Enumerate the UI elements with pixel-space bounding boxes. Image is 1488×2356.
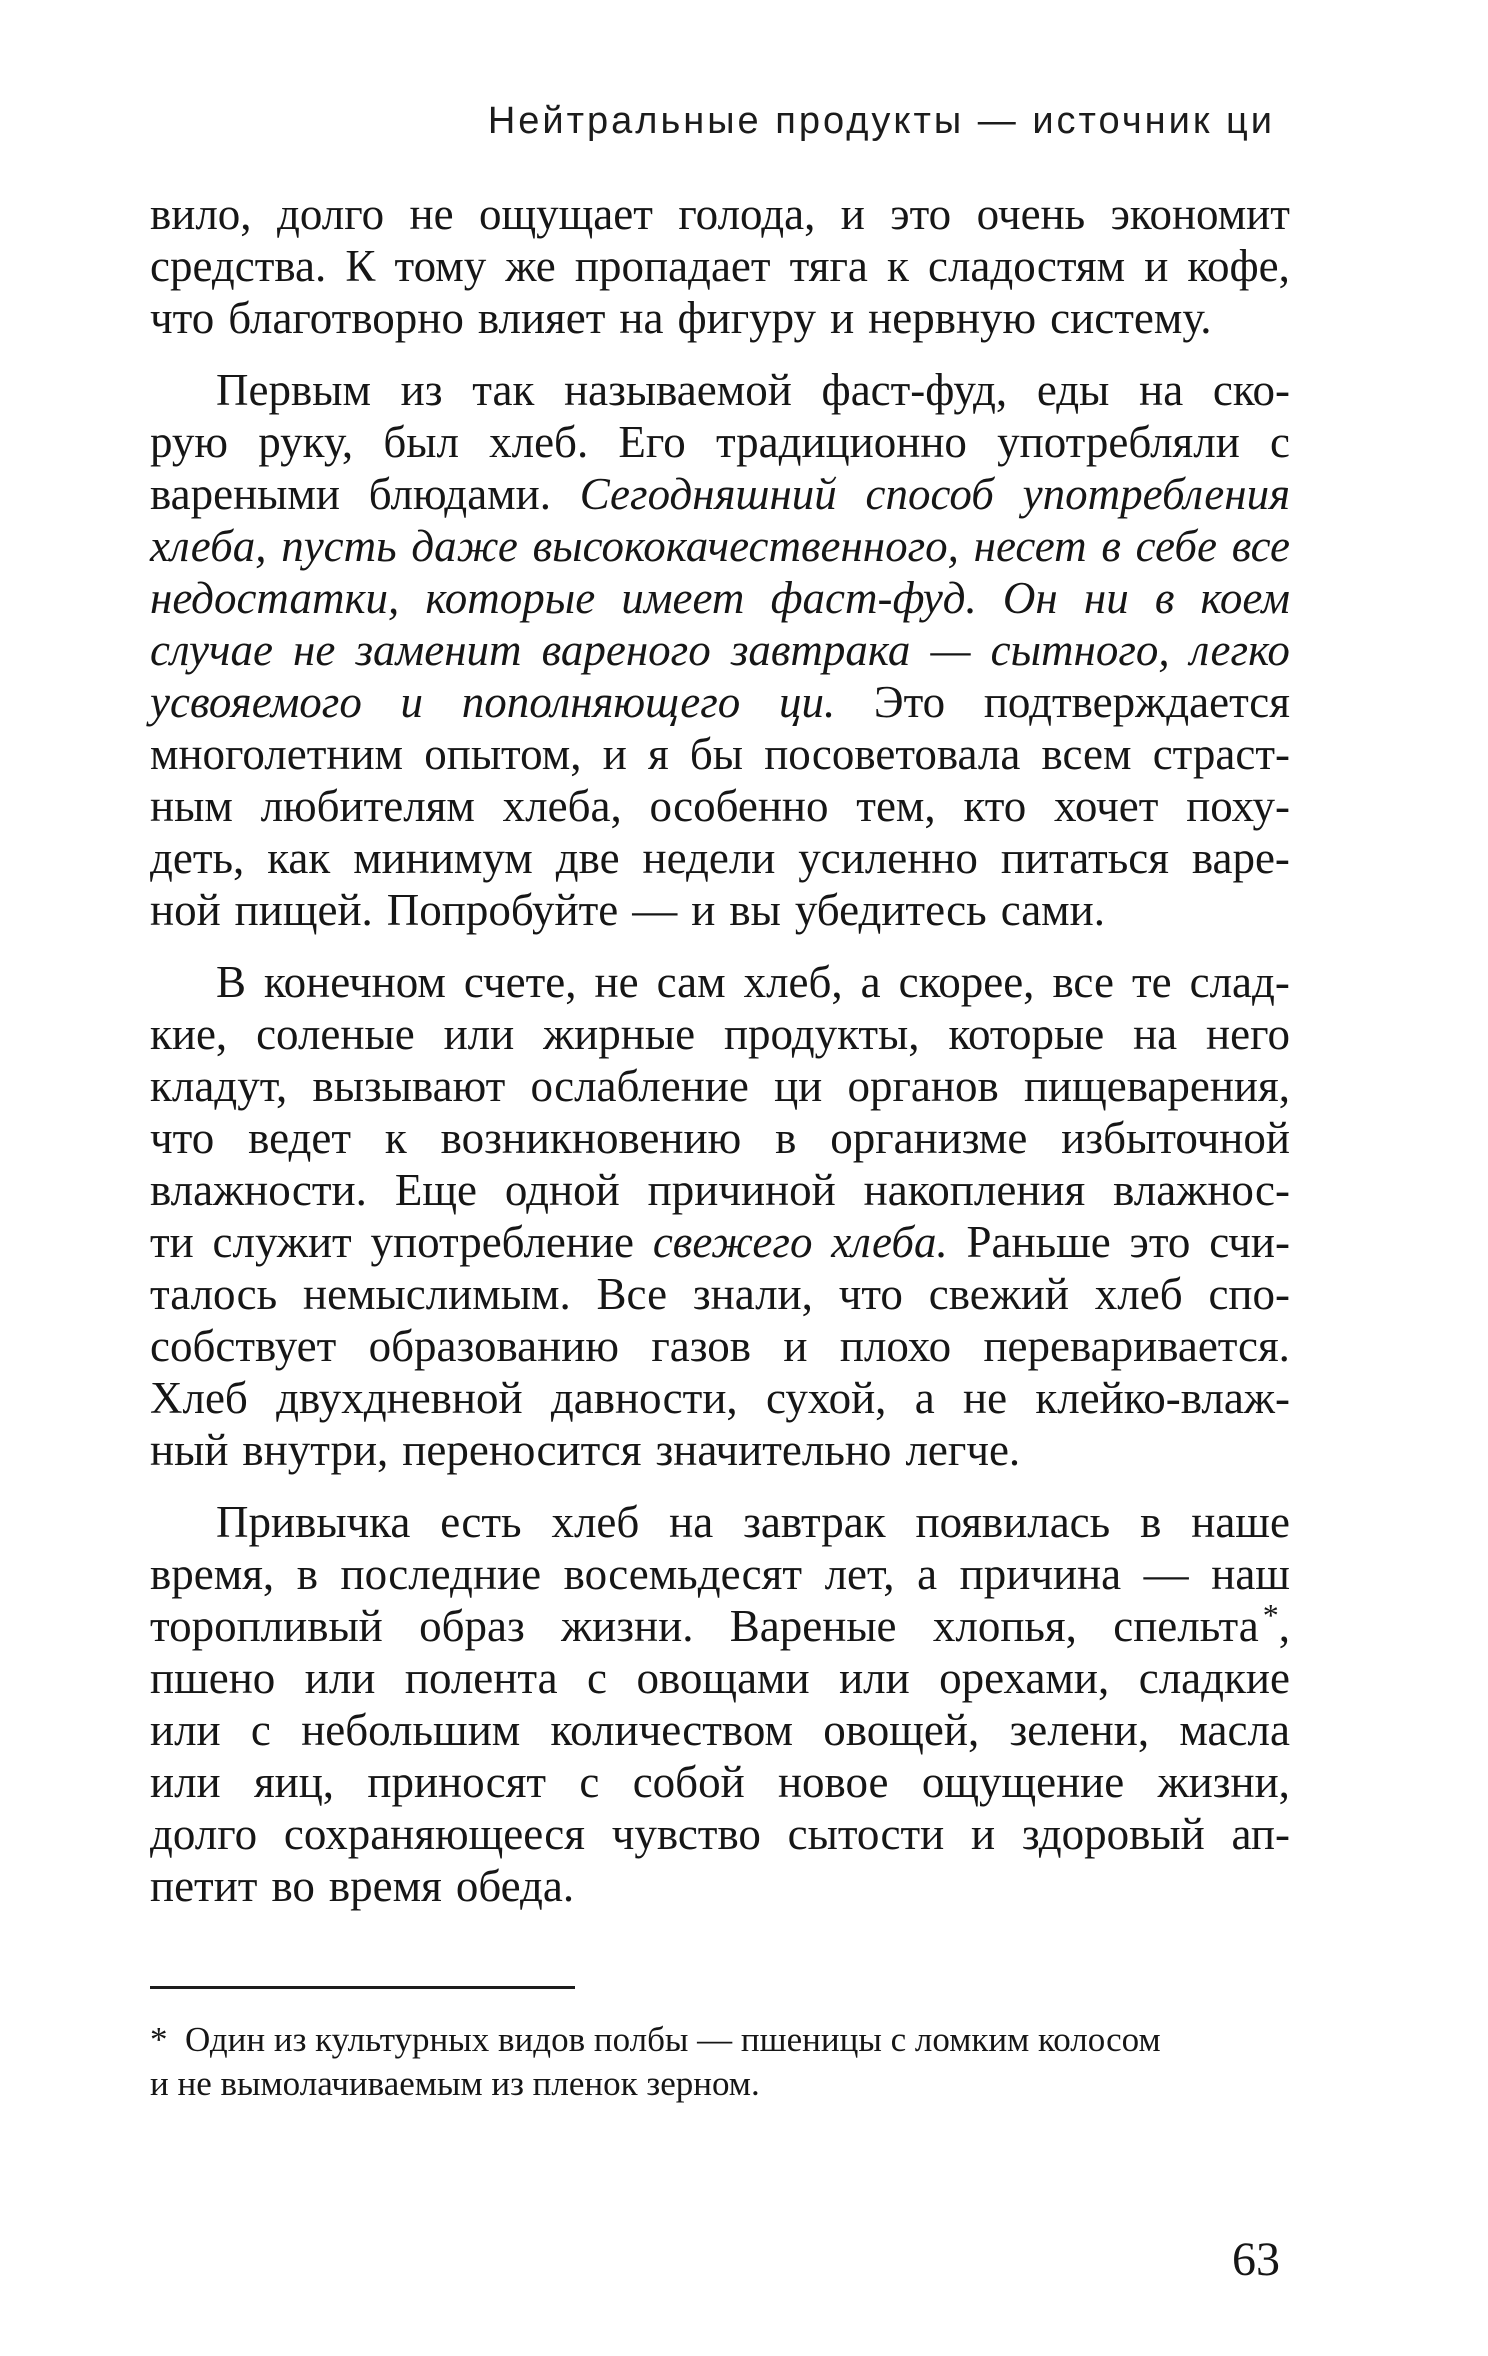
word: несет: [973, 521, 1087, 571]
word: убедитесь: [794, 885, 987, 935]
footnote-divider: [150, 1986, 575, 1989]
text-line: [150, 1860, 1290, 1912]
word: орехами,: [939, 1653, 1110, 1703]
text-line: [150, 1496, 1290, 1548]
word: на: [1139, 365, 1184, 415]
text-line: [150, 1548, 1290, 1600]
word: Все: [596, 1269, 668, 1319]
word: и: [691, 885, 716, 935]
word: или: [304, 1653, 376, 1703]
word: так: [472, 365, 535, 415]
text-line: [150, 1216, 1290, 1268]
footnote-line: и не вымолачиваемым из пленок зерном.: [150, 2064, 760, 2103]
paragraph-gap: [150, 936, 1290, 956]
word: овощей,: [823, 1705, 980, 1755]
word: в: [1140, 1497, 1162, 1547]
word: сытости: [787, 1809, 945, 1859]
word: способ: [865, 469, 994, 519]
word: недостатки,: [150, 573, 400, 623]
word: или: [443, 1009, 515, 1059]
word: хлеб,: [743, 957, 843, 1007]
word: все: [1231, 521, 1290, 571]
word: кладут,: [150, 1061, 288, 1111]
word: на: [1133, 1009, 1178, 1059]
word: хлопья,: [932, 1601, 1077, 1651]
word: ап-: [1231, 1809, 1290, 1859]
word: варе-: [1191, 833, 1290, 883]
word: Привычка: [216, 1497, 411, 1547]
word: полента: [404, 1653, 558, 1703]
word: вило,: [150, 189, 252, 239]
word: хлеб: [551, 1497, 640, 1547]
word: образованию: [368, 1321, 619, 1371]
running-header: Нейтральные продукты — источник ци: [487, 100, 1275, 142]
word: или: [839, 1653, 910, 1703]
text-line: [150, 1424, 1290, 1476]
word: систему.: [1050, 293, 1212, 343]
word: руку,: [258, 417, 354, 467]
text-line: [150, 1112, 1290, 1164]
word: хлеба,: [150, 521, 267, 571]
word: образ: [419, 1601, 525, 1651]
word: свежего: [652, 1217, 813, 1267]
word: это: [890, 189, 952, 239]
word: —: [930, 625, 971, 675]
word: собой: [632, 1757, 745, 1807]
word: не: [962, 1373, 1008, 1423]
text-line: [150, 728, 1290, 780]
paragraph: [150, 956, 1290, 1476]
word: вызывают: [312, 1061, 506, 1111]
text-line: [150, 1808, 1290, 1860]
word: с: [579, 1757, 600, 1807]
word: Хлеб: [150, 1373, 248, 1423]
word: клейко-влаж-: [1035, 1373, 1290, 1423]
text-line: [150, 624, 1290, 676]
word: время,: [150, 1549, 275, 1599]
word: влияет: [477, 293, 606, 343]
text-line: [150, 1164, 1290, 1216]
word: причина: [959, 1549, 1122, 1599]
word: Это: [873, 677, 946, 727]
word: двухдневной: [276, 1373, 523, 1423]
footnote-text-1: Один из культурных видов полбы — пшеницы с ломким колосом: [185, 2020, 1161, 2059]
word: влажнос-: [1113, 1165, 1290, 1215]
word: голода,: [678, 189, 816, 239]
word: чувство: [611, 1809, 761, 1859]
word: приносят: [367, 1757, 547, 1807]
word: Он: [1002, 573, 1058, 623]
word: имеет: [621, 573, 745, 623]
word: блюдами.: [368, 469, 551, 519]
word: завтрака: [730, 625, 911, 675]
word: деть,: [150, 833, 245, 883]
word: ощущает: [478, 189, 653, 239]
word: в: [775, 1113, 797, 1163]
word: счи-: [1209, 1217, 1290, 1267]
word: к: [886, 241, 909, 291]
word: а: [860, 957, 881, 1007]
word: жизни.: [561, 1601, 694, 1651]
text-line: [150, 1268, 1290, 1320]
word: средства.: [150, 241, 327, 291]
word: Вареные: [729, 1601, 897, 1651]
word: хлеб: [1094, 1269, 1183, 1319]
word: обеда.: [455, 1861, 575, 1911]
text-line: [150, 1060, 1290, 1112]
text-line: [150, 292, 1290, 344]
word: знали,: [692, 1269, 813, 1319]
word: легко: [1189, 625, 1290, 675]
word: и: [971, 1809, 996, 1859]
word: очень: [976, 189, 1086, 239]
text-line: [150, 1756, 1290, 1808]
word: яиц,: [253, 1757, 335, 1807]
word: восемьдесят: [563, 1549, 803, 1599]
word: —: [1143, 1549, 1189, 1599]
paragraph: [150, 1496, 1290, 1912]
word: в: [1101, 521, 1121, 571]
word: хлеба,: [502, 781, 622, 831]
word: сладкие: [1138, 1653, 1290, 1703]
word: усвояемого: [150, 677, 362, 727]
word: а: [917, 1549, 938, 1599]
word: Еще: [394, 1165, 477, 1215]
word: спо-: [1208, 1269, 1290, 1319]
text-line: [150, 1372, 1290, 1424]
word: две: [555, 833, 620, 883]
word: недели: [642, 833, 776, 883]
text-line: [150, 364, 1290, 416]
word: и: [783, 1321, 808, 1371]
word: зелени,: [1009, 1705, 1150, 1755]
word: жизни,: [1157, 1757, 1290, 1807]
word: хочет: [1054, 781, 1159, 831]
word: случае: [150, 625, 273, 675]
word: особенно: [649, 781, 829, 831]
paragraph: [150, 364, 1290, 936]
word: опытом,: [424, 729, 582, 779]
word: избыточной: [1061, 1113, 1290, 1163]
word: время: [328, 1861, 442, 1911]
word: кие,: [150, 1009, 228, 1059]
word: не: [594, 957, 639, 1007]
page-number: 63: [1232, 2233, 1280, 2286]
word: соленые: [256, 1009, 415, 1059]
word: здоровый: [1021, 1809, 1205, 1859]
word: последние: [340, 1549, 542, 1599]
word: страст-: [1152, 729, 1290, 779]
word: вы: [729, 885, 781, 935]
word: конечном: [264, 957, 446, 1007]
word: новое: [777, 1757, 889, 1807]
word: завтрак: [743, 1497, 886, 1547]
word: пшено: [150, 1653, 276, 1703]
word: не: [409, 189, 454, 239]
word: питаться: [1000, 833, 1169, 883]
word: [1113, 1597, 1290, 1652]
word: пропадает: [574, 241, 771, 291]
text-line: [150, 1320, 1290, 1372]
text-line: [150, 676, 1290, 728]
word: долго: [276, 189, 385, 239]
word: из: [400, 365, 443, 415]
text-line: [150, 1652, 1290, 1704]
word: тяга: [789, 241, 868, 291]
word: легче.: [905, 1425, 1021, 1475]
word: сытного,: [990, 625, 1170, 675]
word: него: [1206, 1009, 1290, 1059]
text-line: [150, 1008, 1290, 1060]
word: и: [602, 729, 627, 779]
word: всем: [1041, 729, 1132, 779]
word: употребляли: [997, 417, 1240, 467]
word: жирные: [543, 1009, 696, 1059]
word: с: [1270, 417, 1290, 467]
word: продукты,: [723, 1009, 920, 1059]
word: есть: [440, 1497, 522, 1547]
word: себе: [1135, 521, 1217, 571]
word: с: [250, 1705, 271, 1755]
word: К: [345, 241, 376, 291]
word: количеством: [550, 1705, 793, 1755]
word: что: [150, 293, 215, 343]
word: наш: [1211, 1549, 1290, 1599]
word: заменит: [355, 625, 522, 675]
word: даже: [411, 521, 518, 571]
word: овощами: [636, 1653, 810, 1703]
word: одной: [504, 1165, 620, 1215]
word: пусть: [281, 521, 397, 571]
word: скорее,: [898, 957, 1035, 1007]
word: масла: [1179, 1705, 1290, 1755]
word: на: [669, 1497, 714, 1547]
word: ным: [150, 781, 233, 831]
word: и: [1144, 241, 1169, 291]
word: петит: [150, 1861, 258, 1911]
word: влажности.: [150, 1165, 367, 1215]
footnote-reference: *: [1262, 1597, 1279, 1633]
word: ной: [150, 885, 221, 935]
word: ни: [1083, 573, 1129, 623]
body-text: [150, 188, 1290, 1912]
footnote-line: [150, 2018, 1290, 2062]
word: собствует: [150, 1321, 337, 1371]
word: или: [150, 1705, 221, 1755]
word: поху-: [1186, 781, 1290, 831]
word: употребление: [370, 1217, 635, 1267]
word: был: [383, 417, 459, 467]
word: во: [271, 1861, 315, 1911]
word: причиной: [647, 1165, 836, 1215]
word: сохраняющееся: [283, 1809, 585, 1859]
paragraph-gap: [150, 1476, 1290, 1496]
word: переносится: [402, 1425, 642, 1475]
word: на: [619, 293, 664, 343]
word: не: [293, 625, 336, 675]
word: минимум: [353, 833, 533, 883]
word: организме: [830, 1113, 1028, 1163]
word: органов: [847, 1061, 999, 1111]
footnote: [150, 2018, 1290, 2106]
word: благотворно: [228, 293, 464, 343]
footnote-mark: *: [150, 2020, 168, 2059]
word: что: [150, 1113, 215, 1163]
word: я: [647, 729, 669, 779]
word: Его: [618, 417, 686, 467]
text-line: [150, 572, 1290, 624]
word: Сегодняшний: [579, 469, 837, 519]
word: посоветовала: [764, 729, 1021, 779]
word: тому: [394, 241, 487, 291]
word: это: [1129, 1217, 1191, 1267]
word: сами.: [1000, 885, 1105, 935]
word: с: [587, 1653, 608, 1703]
word: внутри,: [242, 1425, 389, 1475]
word: накопления: [863, 1165, 1086, 1215]
word: а: [914, 1373, 935, 1423]
word: многолетним: [150, 729, 404, 779]
word: значительно: [655, 1425, 892, 1475]
word: свежий: [928, 1269, 1069, 1319]
word: пищей.: [234, 885, 373, 935]
word: экономит: [1110, 189, 1290, 239]
word: ведет: [248, 1113, 351, 1163]
word: пищеварения,: [1023, 1061, 1290, 1111]
text-line: [150, 884, 1290, 936]
word: газов: [651, 1321, 752, 1371]
word: и: [840, 189, 865, 239]
word: давности,: [550, 1373, 738, 1423]
word: фигуру: [677, 293, 817, 343]
word: же: [505, 241, 556, 291]
word: ный: [150, 1425, 229, 1475]
text-line: [150, 468, 1290, 520]
word: употребления: [1022, 469, 1290, 519]
word: которые: [425, 573, 596, 623]
word: вареными: [150, 469, 340, 519]
word: что: [838, 1269, 903, 1319]
word: в: [296, 1549, 318, 1599]
word: счете,: [463, 957, 577, 1007]
text-line: [150, 832, 1290, 884]
word: талось: [150, 1269, 278, 1319]
word-text: спельта: [1113, 1601, 1259, 1651]
text-line: [150, 956, 1290, 1008]
word: нервную: [868, 293, 1037, 343]
punctuation: ,: [1278, 1601, 1290, 1651]
word: Первым: [216, 365, 371, 415]
word: ци: [774, 1061, 823, 1111]
word: Попробуйте: [386, 885, 619, 935]
word: усиленно: [798, 833, 978, 883]
word: рую: [150, 417, 229, 467]
word: еды: [1036, 365, 1110, 415]
word: долго: [150, 1809, 258, 1859]
word: лет,: [824, 1549, 895, 1599]
word: в: [1154, 573, 1175, 623]
word: слад-: [1189, 957, 1290, 1007]
paragraph: [150, 188, 1290, 344]
word: фаст-фуд.: [770, 573, 977, 623]
text-line: [150, 1704, 1290, 1756]
text-line: [150, 188, 1290, 240]
word: которые: [948, 1009, 1105, 1059]
word: коем: [1200, 573, 1290, 623]
word: или: [150, 1757, 221, 1807]
word: возникновению: [440, 1113, 742, 1163]
word: ти: [150, 1217, 194, 1267]
word: В: [216, 957, 247, 1007]
word: немыслимым.: [302, 1269, 571, 1319]
word: кофе,: [1187, 241, 1290, 291]
text-line: [150, 520, 1290, 572]
word: все: [1052, 957, 1114, 1007]
word: называемой: [564, 365, 792, 415]
word: кто: [963, 781, 1027, 831]
word: появилась: [915, 1497, 1111, 1547]
word: фаст-фуд,: [821, 365, 1008, 415]
word: те: [1131, 957, 1172, 1007]
paragraph-gap: [150, 344, 1290, 364]
word: высококачественного,: [532, 521, 959, 571]
word: торопливый: [150, 1601, 383, 1651]
word: сладостям: [927, 241, 1126, 291]
word: плохо: [839, 1321, 952, 1371]
word: сухой,: [765, 1373, 887, 1423]
word: хлеба.: [831, 1217, 948, 1267]
word: пополняющего: [461, 677, 741, 727]
word: вареного: [541, 625, 711, 675]
text-line: [150, 1597, 1290, 1652]
text-line: [150, 240, 1290, 292]
word: переваривается.: [983, 1321, 1290, 1371]
word: ци.: [778, 677, 836, 727]
word: хлеб.: [489, 417, 589, 467]
text-line: [150, 416, 1290, 468]
word: ощущение: [921, 1757, 1125, 1807]
word: ско-: [1212, 365, 1290, 415]
word: небольшим: [301, 1705, 521, 1755]
text-line: [150, 780, 1290, 832]
word: как: [267, 833, 331, 883]
word: бы: [689, 729, 743, 779]
word: тем,: [856, 781, 936, 831]
word: любителям: [260, 781, 475, 831]
word: сам: [656, 957, 726, 1007]
word: наше: [1191, 1497, 1290, 1547]
word: служит: [212, 1217, 352, 1267]
word: ослабление: [530, 1061, 749, 1111]
word: Раньше: [966, 1217, 1111, 1267]
word: к: [384, 1113, 407, 1163]
word: —: [632, 885, 678, 935]
word: подтверждается: [983, 677, 1290, 727]
word: традиционно: [715, 417, 967, 467]
word: и: [400, 677, 424, 727]
word: и: [830, 293, 855, 343]
